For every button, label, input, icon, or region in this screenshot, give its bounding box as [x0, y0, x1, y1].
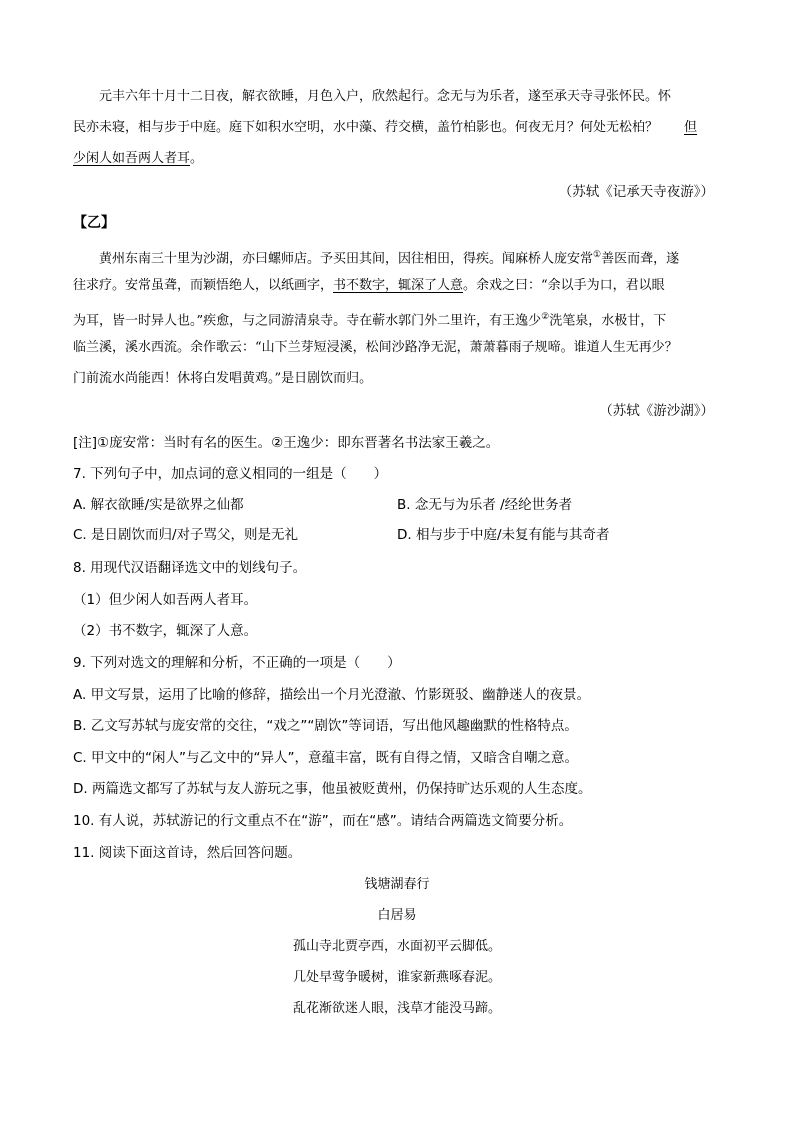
question-10: 10. 有人说，苏轼游记的行文重点不在“游”，而在“感”。请结合两篇选文简要分析。 [73, 813, 573, 829]
question-9-option-a: A. 甲文写景，运用了比喻的修辞，描绘出一个月光澄澈、竹影斑驳、幽静迷人的夜景。 [73, 687, 591, 703]
question-7-option-a: A. 解衣欲睡/实是欲界之仙都 [73, 497, 244, 513]
poem-line-1: 孤山寺北贾亭西，水面初平云脚低。 [292, 939, 501, 954]
question-9-option-b: B. 乙文写苏轼与庞安常的交往，“戏之”“剧饮”等词语，写出他风趣幽默的性格特点。 [73, 718, 578, 734]
passage-yi-line-2 [73, 275, 665, 297]
poem-author: 白居易 [377, 908, 417, 923]
question-7-option-d: D. 相与步于中庭/未复有能与其奇者 [397, 527, 610, 543]
poem-title: 钱塘湖春行 [364, 877, 430, 892]
passage-jia-line-3-end: 。 [190, 151, 204, 166]
passage-yi-line-3 [73, 306, 666, 332]
question-9-option-d: D. 两篇选文都写了苏轼与友人游玩之事，他虽被贬黄州，仍保持旷达乐观的人生态度。 [73, 781, 592, 797]
passage-yi-line-4: 临兰溪，溪水西流。余作歌云：“山下兰芽短浸溪，松间沙路净无泥，萧萧暮雨子规啼。谁道人生无再少？ [73, 340, 678, 355]
underlined-sentence-part-2: 少闲人如吾两人者耳 [73, 151, 191, 166]
passage-yi-line-5: 门前流水尚能西！休将白发唱黄鸡。”是日剧饮而归。 [73, 371, 373, 386]
passage-yi-heading: 【乙】 [73, 215, 115, 231]
passage-yi-line-3-a: 为耳，皆一时异人也。”疾愈，与之同游清泉寺。寺在蕲水郭门外二里许，有王逸少 [73, 313, 542, 329]
underlined-sentence-2: 书不数字，辄深了人意 [333, 278, 464, 293]
passage-yi-source: （苏轼《游沙湖》） [599, 403, 714, 419]
passage-yi-line-2-post: 。余戏之曰：“余以手为口，君以眼 [463, 278, 665, 293]
poem-line-2: 几处早莺争暖树，谁家新燕啄春泥。 [292, 970, 501, 985]
underlined-sentence-part-1: 但 [684, 120, 698, 135]
passage-jia-line-2-text: 民亦未寝，相与步于中庭。庭下如积水空明，水中藻、荇交横，盖竹柏影也。何夜无月？何处无松柏？ [73, 120, 659, 135]
footnote-marker-2: ② [541, 312, 550, 322]
passage-yi-line-1 [99, 244, 679, 270]
question-7-option-c: C. 是日剧饮而归/对子骂父，则是无礼 [73, 527, 299, 543]
question-9-stem: 9. 下列对选文的理解和分析，不正确的一项是（ ） [73, 655, 401, 671]
passage-yi-line-1-a: 黄州东南三十里为沙湖，亦曰螺师店。予买田其间，因往相田，得疾。闻麻桥人庞安常 [99, 251, 594, 267]
question-8-sentence-1: （1）但少闲人如吾两人者耳。 [73, 592, 258, 608]
passage-yi-line-2-pre: 往求疗。安常虽聋，而颖悟绝人，以纸画字， [73, 278, 334, 293]
question-8-stem: 8. 用现代汉语翻译选文中的划线句子。 [73, 560, 307, 576]
poem-line-3: 乱花渐欲迷人眼，浅草才能没马蹄。 [292, 1001, 501, 1016]
passage-yi-line-3-b: 洗笔泉，水极甘，下 [549, 313, 667, 329]
question-8-sentence-2: （2）书不数字，辄深了人意。 [73, 623, 258, 639]
passage-jia-line-3 [73, 148, 203, 170]
footnote-marker-1: ① [593, 250, 602, 260]
question-7-stem: 7. 下列句子中，加点词的意义相同的一组是（ ） [73, 466, 388, 482]
question-7-option-b: B. 念无与为乐者 /经纶世务者 [397, 497, 573, 513]
passage-jia-source: （苏轼《记承天寺夜游》） [558, 184, 714, 200]
question-9-option-c: C. 甲文中的“闲人”与乙文中的“异人”，意蕴丰富，既有自得之情，又暗含自嘲之意。 [73, 750, 578, 766]
passage-jia-line-1: 元丰六年十月十二日夜，解衣欲睡，月色入户，欣然起行。念无与为乐者，遂至承天寺寻张怀民。怀 [99, 89, 672, 104]
passage-jia-line-2 [73, 117, 697, 139]
question-11: 11. 阅读下面这首诗，然后回答问题。 [73, 845, 302, 861]
passage-yi-line-1-b: 善医而聋，遂 [601, 251, 680, 267]
annotation-note: [注]①庞安常：当时有名的医生。②王逸少：即东晋著名书法家王羲之。 [73, 435, 500, 451]
